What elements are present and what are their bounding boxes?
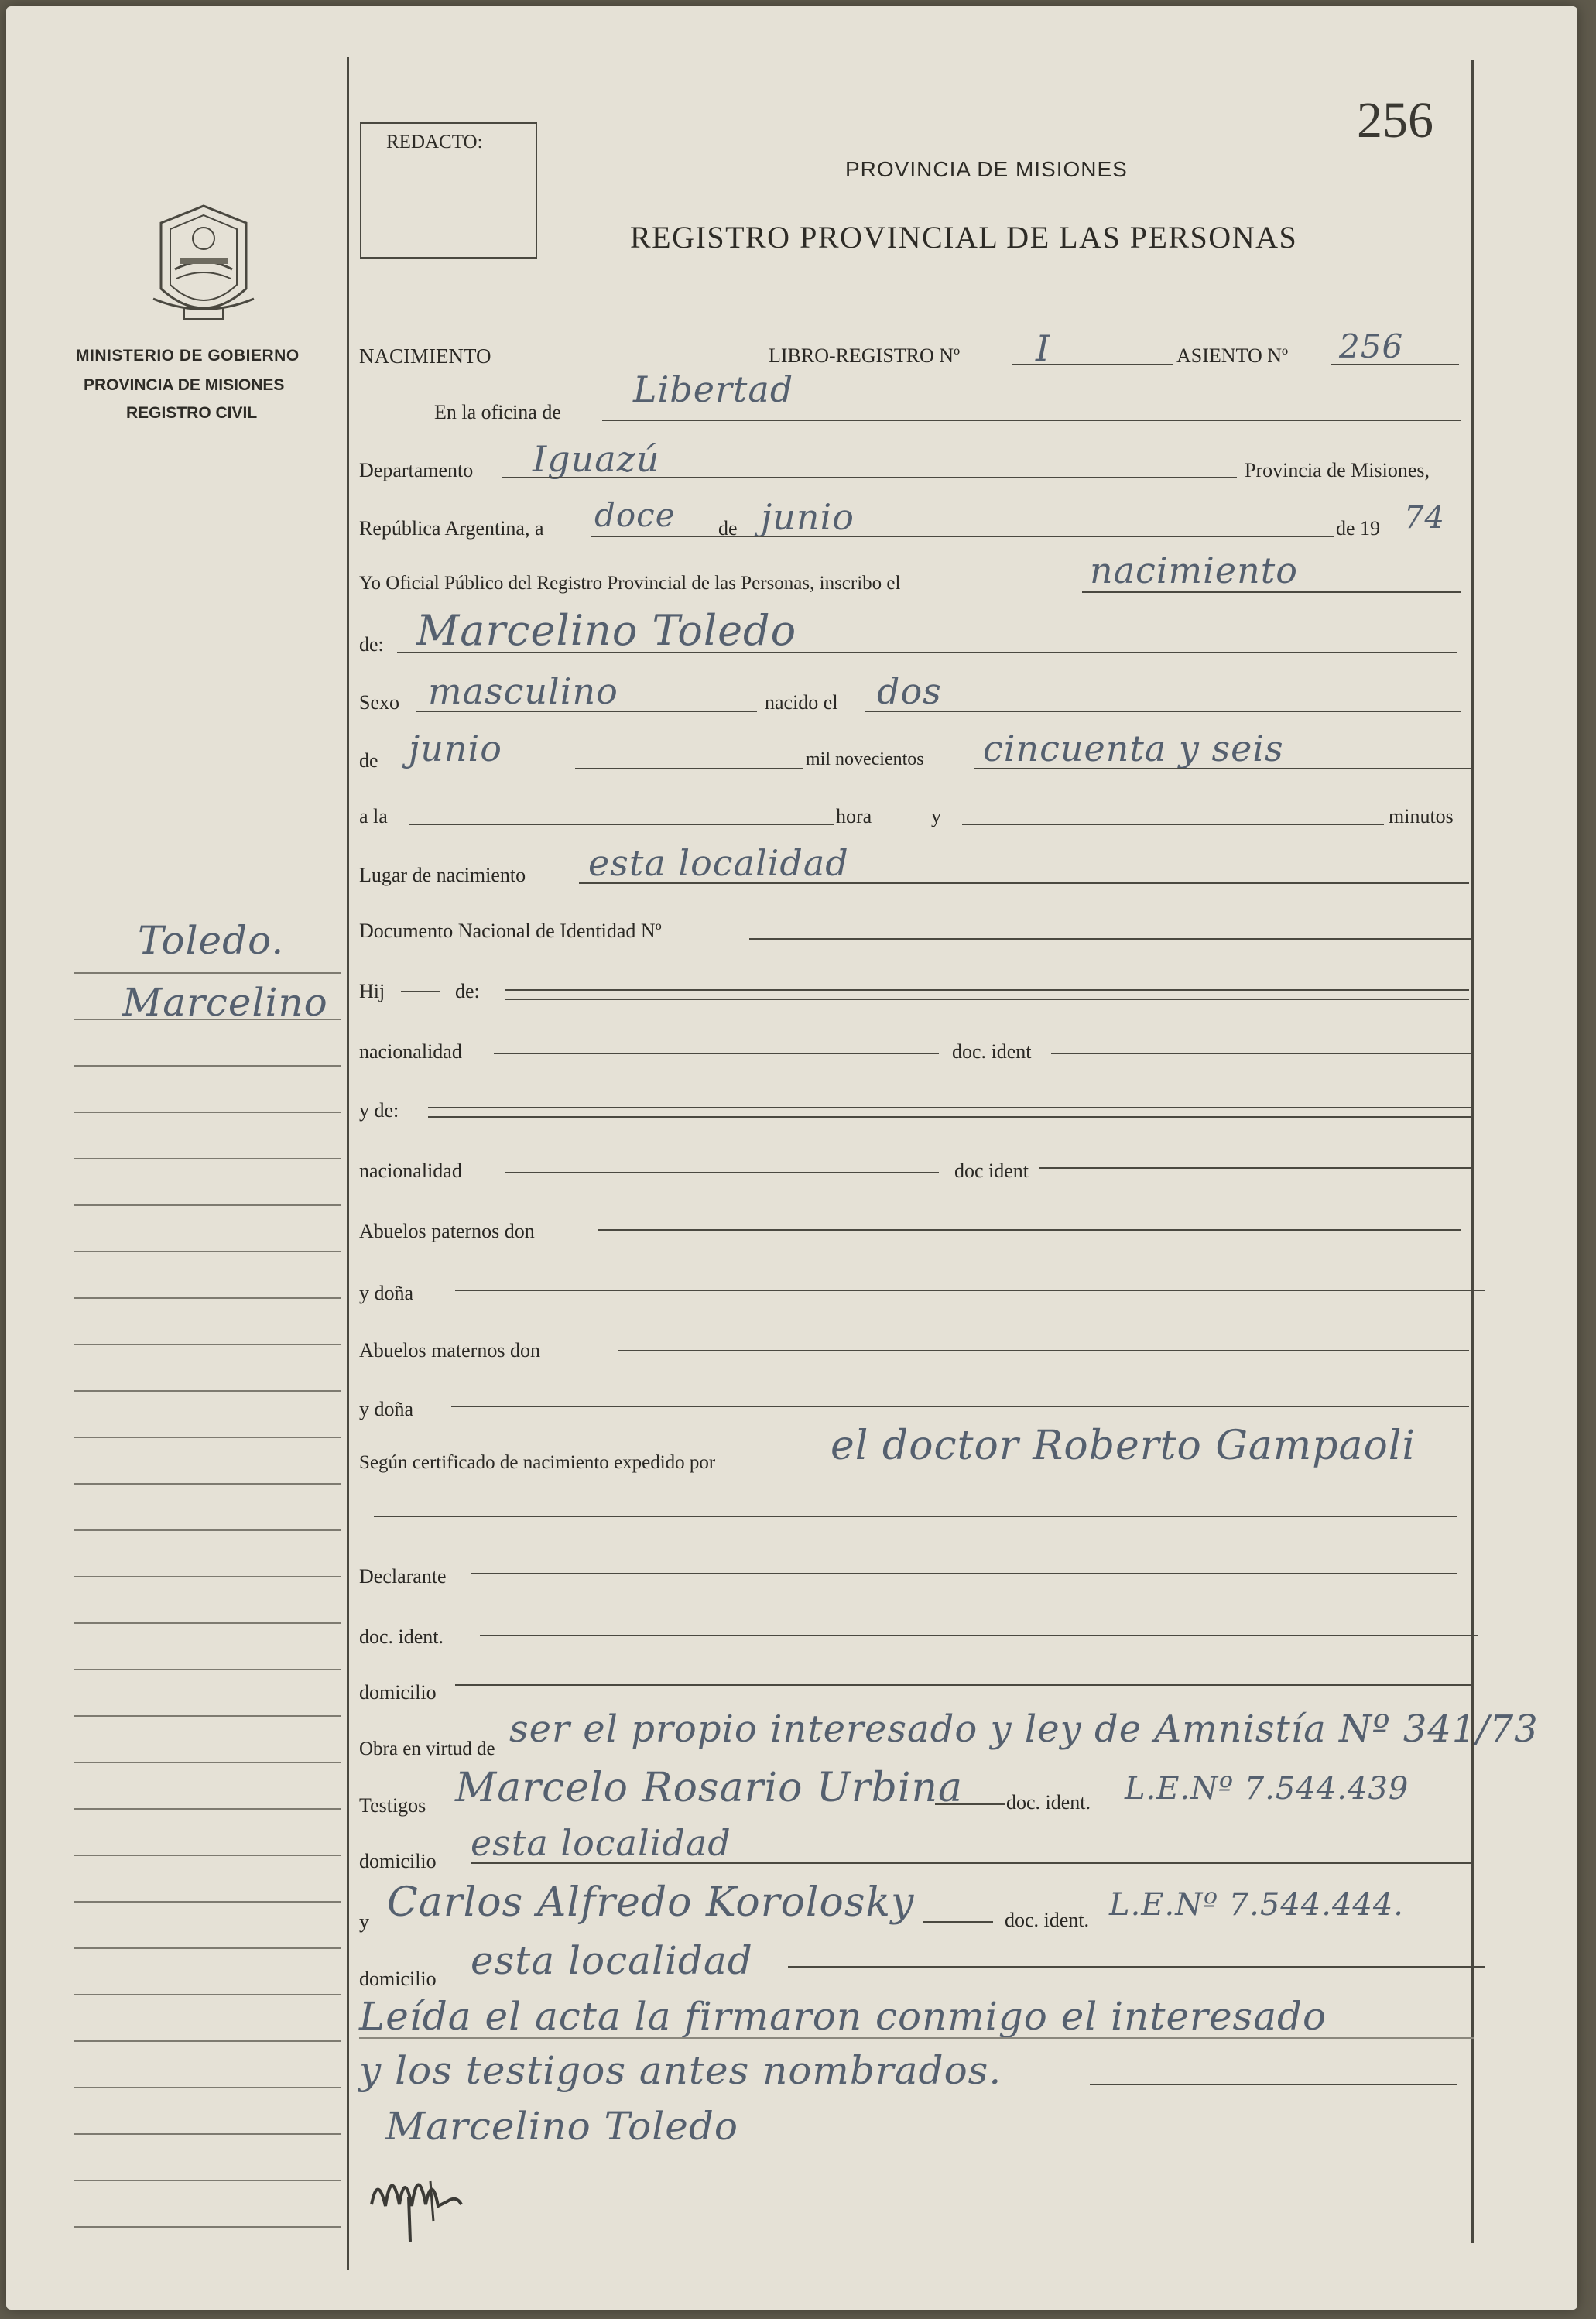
sexo-line: [416, 711, 757, 712]
side-rule: [74, 1762, 341, 1763]
declarante-line: [471, 1573, 1457, 1574]
doc-ident-label-4: doc. ident.: [1006, 1791, 1091, 1814]
minutos-line: [962, 824, 1384, 825]
lugar-value: esta localidad: [588, 842, 849, 884]
right-frame-line: [1471, 60, 1474, 2243]
mil-line: [974, 768, 1473, 769]
y-de-line: [428, 1107, 1473, 1108]
redacto-label: REDACTO:: [386, 132, 483, 152]
testigo2-line: [923, 1921, 993, 1923]
ministry-label: MINISTERIO DE GOBIERNO: [76, 347, 300, 365]
doc-ident-label-5: doc. ident.: [1005, 1909, 1090, 1931]
republica-label: República Argentina, a: [359, 517, 544, 540]
certificado-line: [374, 1516, 1457, 1517]
abuelos-paternos-label: Abuelos paternos don: [359, 1220, 535, 1242]
fecha-line: [591, 536, 1334, 537]
asiento-line: [1331, 364, 1459, 365]
closing-line-2-rule: [1090, 2084, 1457, 2085]
hijo-short-line: [401, 991, 440, 992]
closing-line-1-rule: [359, 2037, 1474, 2039]
oficial-line: [1082, 591, 1461, 593]
doc-ident-line-3: [480, 1635, 1478, 1636]
departamento-label: Departamento: [359, 459, 474, 481]
doc-ident-line: [1051, 1053, 1473, 1054]
doc-ident-line-2: [1039, 1167, 1473, 1169]
side-rule: [74, 2040, 341, 2042]
side-rule: [74, 1158, 341, 1160]
dni-line: [749, 938, 1473, 940]
hijo-line-2: [505, 999, 1469, 1000]
side-rule: [74, 1855, 341, 1856]
side-rule: [74, 1297, 341, 1299]
side-rule: [74, 1483, 341, 1485]
side-rule: [74, 2087, 341, 2088]
testigo1-line: [935, 1803, 1005, 1805]
margin-name: Marcelino: [122, 980, 328, 1025]
testigo2-value: Carlos Alfredo Korolosky: [387, 1879, 915, 1926]
signature-1: Marcelino Toledo: [385, 2104, 738, 2149]
side-rule: [74, 1669, 341, 1670]
asiento-value: 256: [1339, 327, 1404, 365]
oficina-label: En la oficina de: [434, 401, 561, 423]
certificado-value: el doctor Roberto Gampaoli: [831, 1423, 1416, 1469]
abuelos-maternos-line: [618, 1350, 1469, 1351]
nacionalidad-label: nacionalidad: [359, 1040, 462, 1063]
nombre-value: Marcelino Toledo: [416, 606, 797, 655]
nacido-line: [865, 711, 1461, 712]
declarante-label: Declarante: [359, 1565, 447, 1588]
hora-label: hora: [836, 805, 872, 827]
side-rule: [74, 1344, 341, 1345]
side-rule: [74, 2133, 341, 2135]
mil-label: mil novecientos: [806, 749, 924, 769]
sexo-value: masculino: [428, 670, 618, 712]
asiento-label: ASIENTO Nº: [1176, 344, 1289, 367]
left-province-label: PROVINCIA DE MISIONES: [84, 376, 285, 394]
side-rule: [74, 1019, 341, 1020]
side-rule: [74, 1251, 341, 1252]
y-dona-label-2: y doña: [359, 1398, 414, 1420]
domicilio-label-3: domicilio: [359, 1968, 437, 1990]
side-rule: [74, 1112, 341, 1113]
side-rule: [74, 1901, 341, 1903]
y-dona-line-2: [451, 1406, 1469, 1407]
obra-label: Obra en virtud de: [359, 1738, 495, 1759]
closing-line-2: y los testigos antes nombrados.: [359, 2048, 1002, 2093]
obra-value: ser el propio interesado y ley de Amnistía Nº 341/73: [509, 1708, 1539, 1751]
nacionalidad-line-2: [505, 1172, 939, 1173]
departamento-line: [502, 477, 1237, 478]
testigo1-value: Marcelo Rosario Urbina: [455, 1765, 964, 1811]
de-year-label: de 19: [1336, 517, 1381, 540]
y-de-label: y de:: [359, 1099, 399, 1122]
nombre-de-label: de:: [359, 633, 384, 656]
side-rule: [74, 1390, 341, 1392]
provincial-crest-icon: [146, 200, 262, 331]
provincia-label: Provincia de Misiones,: [1245, 459, 1430, 481]
nacido-de-label: de: [359, 749, 378, 772]
testigos-label: Testigos: [359, 1794, 426, 1817]
side-rule: [74, 1529, 341, 1531]
testigo1-domicilio: esta localidad: [471, 1822, 731, 1864]
hijo-de-label: de:: [455, 980, 480, 1002]
certificate-sheet: [6, 6, 1577, 2310]
lugar-label: Lugar de nacimiento: [359, 864, 526, 886]
nacido-mes-value: junio: [409, 728, 502, 769]
domicilio-label: domicilio: [359, 1681, 437, 1704]
nacido-value: dos: [877, 670, 942, 712]
side-rule: [74, 1437, 341, 1438]
side-rule: [74, 972, 341, 974]
oficial-value: nacimiento: [1090, 550, 1298, 591]
testigo2-doc: L.E.Nº 7.544.444.: [1109, 1887, 1405, 1923]
testigo2-domicilio-line: [788, 1966, 1485, 1968]
side-rule: [74, 1947, 341, 1949]
departamento-value: Iguazú: [533, 438, 660, 480]
minutos-label: minutos: [1389, 805, 1454, 827]
year-value: 74: [1404, 500, 1445, 536]
y-dona-label: y doña: [359, 1282, 414, 1304]
side-rule: [74, 1715, 341, 1717]
side-rule: [74, 1622, 341, 1624]
sexo-label: Sexo: [359, 691, 399, 714]
abuelos-maternos-label: Abuelos maternos don: [359, 1339, 540, 1362]
hora-line: [409, 824, 834, 825]
testigo2-domicilio: esta localidad: [471, 1938, 753, 1983]
libro-label: LIBRO-REGISTRO Nº: [769, 344, 961, 367]
doc-ident-label: doc. ident: [952, 1040, 1032, 1063]
hijo-label: Hij: [359, 980, 385, 1002]
dia-value: doce: [594, 496, 676, 534]
page-number: 256: [1357, 92, 1433, 149]
registry-heading: REGISTRO PROVINCIAL DE LAS PERSONAS: [630, 220, 1298, 255]
official-signature-icon: [362, 2150, 517, 2243]
y-dona-line: [455, 1290, 1485, 1291]
mes-value: junio: [761, 496, 855, 538]
side-rule: [74, 1576, 341, 1577]
y-label: y: [931, 805, 941, 827]
y-label-2: y: [359, 1910, 369, 1933]
abuelos-paternos-line: [598, 1229, 1461, 1231]
testigo1-doc: L.E.Nº 7.544.439: [1125, 1771, 1409, 1807]
testigo1-domicilio-line: [471, 1862, 1473, 1864]
a-la-label: a la: [359, 805, 388, 827]
side-rule: [74, 2226, 341, 2228]
side-rule: [74, 1065, 341, 1067]
nacido-mes-line: [575, 768, 803, 769]
side-rule: [74, 1204, 341, 1206]
nacionalidad-line: [494, 1053, 939, 1054]
side-rule: [74, 1994, 341, 1995]
redacto-box: [360, 122, 537, 259]
doc-ident-label-2: doc ident: [954, 1160, 1029, 1182]
nacido-label: nacido el: [765, 691, 838, 714]
doc-ident-label-3: doc. ident.: [359, 1625, 444, 1648]
libro-line: [1012, 364, 1173, 365]
oficina-line: [602, 420, 1461, 421]
oficina-value: Libertad: [633, 368, 794, 410]
left-frame-line: [347, 57, 349, 2270]
domicilio-label-2: domicilio: [359, 1850, 437, 1872]
y-de-line-2: [428, 1116, 1473, 1118]
de-label: de: [718, 517, 738, 540]
libro-value: I: [1036, 327, 1051, 369]
province-heading: PROVINCIA DE MISIONES: [845, 157, 1128, 181]
certificado-label: Según certificado de nacimiento expedido por: [359, 1452, 716, 1473]
hijo-line: [505, 989, 1469, 991]
dni-label: Documento Nacional de Identidad Nº: [359, 920, 662, 942]
civil-registry-label: REGISTRO CIVIL: [126, 404, 258, 422]
side-rule: [74, 2180, 341, 2181]
nacionalidad-label-2: nacionalidad: [359, 1160, 462, 1182]
act-type-label: NACIMIENTO: [359, 344, 491, 368]
nombre-line: [397, 652, 1457, 653]
closing-line-1: Leída el acta la firmaron conmigo el interesado: [359, 1994, 1327, 2039]
margin-surname: Toledo.: [138, 918, 285, 963]
side-rule: [74, 1808, 341, 1810]
domicilio-line: [455, 1684, 1473, 1686]
oficial-label: Yo Oficial Público del Registro Provincial de las Personas, inscribo el: [359, 573, 901, 594]
lugar-line: [579, 882, 1469, 884]
mil-value: cincuenta y seis: [983, 728, 1284, 769]
